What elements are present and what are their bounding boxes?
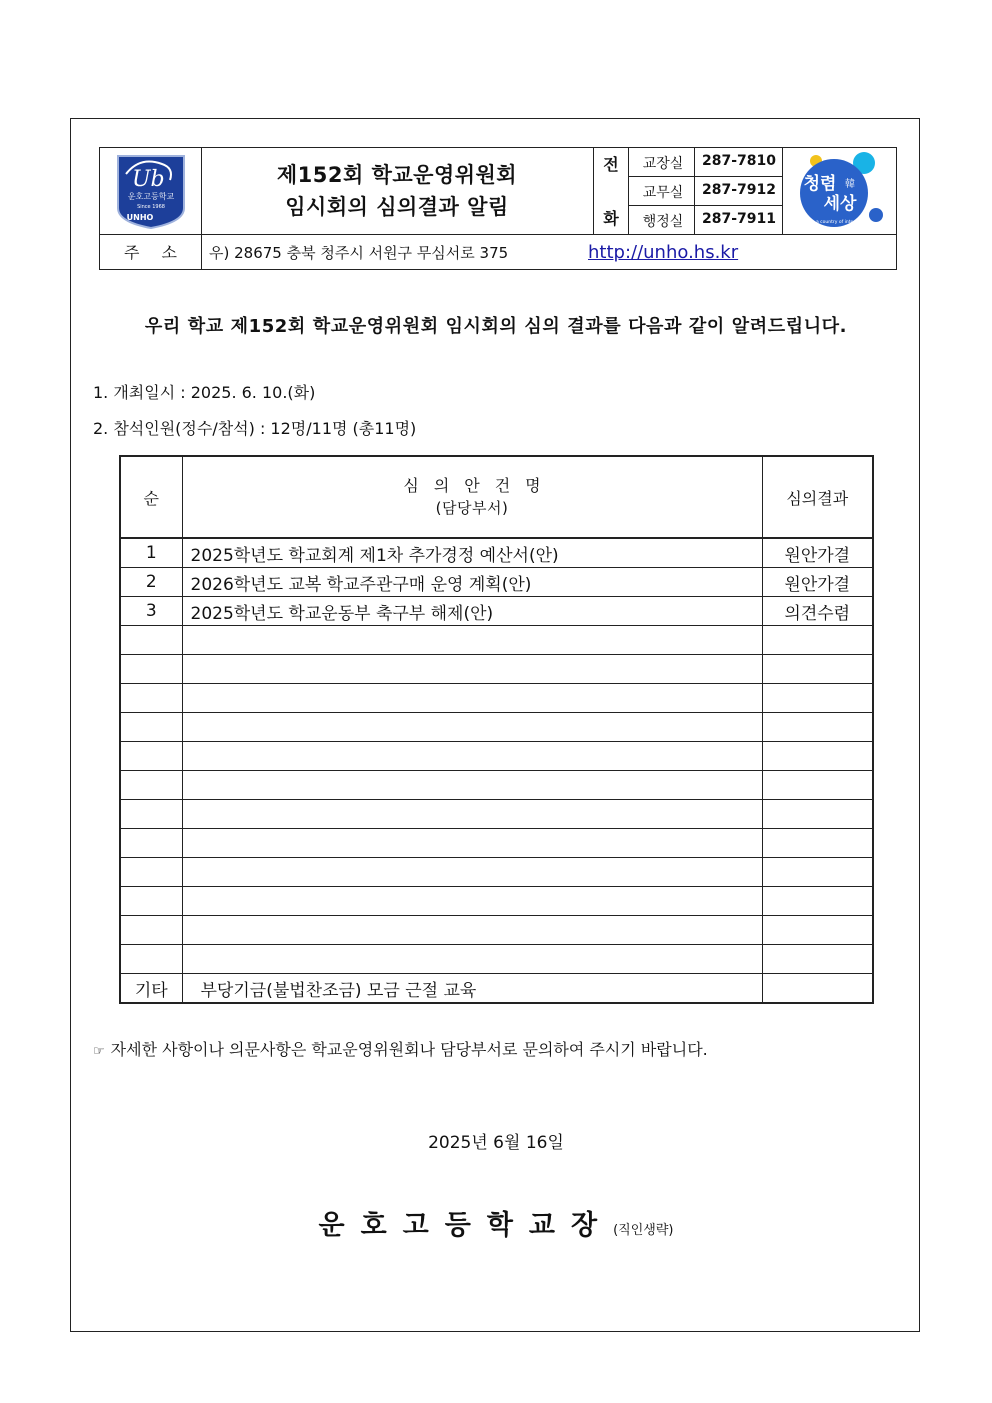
empty-row <box>120 800 873 829</box>
other-label: 기타 <box>120 974 182 1004</box>
empty-row <box>120 887 873 916</box>
row-title: 2025학년도 학교회계 제1차 추가경정 예산서(안) <box>182 538 762 568</box>
phone-number-principal: 287-7810 <box>702 153 776 169</box>
seal-omitted-note: (직인생략) <box>613 1223 674 1238</box>
pointing-hand-icon: ☞ <box>93 1044 105 1059</box>
title-line-1: 제152회 학교운영위원회 <box>276 163 518 187</box>
table-row <box>120 597 873 626</box>
emblem-tagline: Korea, a country of integrity <box>800 220 864 225</box>
emblem-korea: 韓 <box>845 179 855 190</box>
inquiry-note-text: 자세한 사항이나 의문사항은 학교운영위원회나 담당부서로 문의하여 주시기 바랍니다. <box>110 1040 708 1059</box>
phone-number-academic: 287-7912 <box>702 182 776 198</box>
tel-label-bottom: 화 <box>603 209 619 228</box>
row-title: 2026학년도 교복 학교주관구매 운영 계획(안) <box>182 568 762 597</box>
address-text: 우) 28675 충북 청주시 서원구 무심서로 375 <box>209 244 509 262</box>
table-row <box>120 538 873 568</box>
agenda-table <box>119 455 874 1004</box>
phone-office-academic: 교무실 <box>642 185 684 201</box>
phone-office-principal: 교장실 <box>642 156 684 172</box>
row-no: 3 <box>120 597 182 626</box>
meeting-date: 1. 개최일시 : 2025. 6. 10.(화) <box>93 383 316 402</box>
empty-row <box>120 626 873 655</box>
header-box <box>99 147 897 270</box>
table-row <box>120 568 873 597</box>
col-header-title <box>182 456 762 538</box>
col-header-result: 심의결과 <box>762 456 873 538</box>
empty-row <box>120 858 873 887</box>
other-text: 부당기금(불법찬조금) 모금 근절 교육 <box>182 974 762 1004</box>
emblem-line-2: 세상 <box>823 194 857 214</box>
table-header-row <box>120 456 873 538</box>
school-logo <box>100 148 201 234</box>
lead-sentence: 우리 학교 제152회 학교운영위원회 임시회의 심의 결과를 다음과 같이 알려드립니다. <box>144 316 848 337</box>
empty-row <box>120 713 873 742</box>
tel-label-top: 전 <box>603 155 619 174</box>
phone-number-admin: 287-7911 <box>702 211 776 227</box>
emblem-line-1: 청렴 <box>803 174 837 194</box>
row-no: 1 <box>120 538 182 568</box>
school-website-link[interactable]: http://unho.hs.kr <box>588 242 739 263</box>
empty-row <box>120 771 873 800</box>
integrity-emblem <box>790 151 890 233</box>
row-result: 원안가결 <box>762 538 873 568</box>
signature-block <box>0 1203 992 1242</box>
document-title <box>201 148 593 234</box>
inquiry-note <box>93 1037 708 1060</box>
row-result: 원안가결 <box>762 568 873 597</box>
phone-office-admin: 행정실 <box>642 214 684 230</box>
col-header-no: 순 <box>120 456 182 538</box>
empty-row <box>120 742 873 771</box>
other-row <box>120 974 873 1004</box>
address-label: 주소 <box>124 243 199 262</box>
title-line-2: 임시회의 심의결과 알림 <box>285 195 509 219</box>
issue-date: 2025년 6월 16일 <box>428 1133 564 1153</box>
attendance: 2. 참석인원(정수/참석) : 12명/11명 (총11명) <box>93 419 417 438</box>
logo-band: UNHO <box>126 213 153 222</box>
empty-row <box>120 945 873 974</box>
logo-school-name: 운호고등학교 <box>127 192 174 201</box>
empty-row <box>120 655 873 684</box>
empty-row <box>120 916 873 945</box>
row-result: 의견수렴 <box>762 597 873 626</box>
col-header-title-sub: (담당부서) <box>435 499 509 517</box>
principal-signature: 운호고등학교장 <box>318 1210 614 1241</box>
col-header-title-main: 심의안건명 <box>403 476 556 495</box>
empty-row <box>120 829 873 858</box>
logo-since: Since 1968 <box>136 204 165 210</box>
empty-row <box>120 684 873 713</box>
row-title: 2025학년도 학교운동부 축구부 해제(안) <box>182 597 762 626</box>
logo-mark: Ub <box>131 167 165 192</box>
row-no: 2 <box>120 568 182 597</box>
